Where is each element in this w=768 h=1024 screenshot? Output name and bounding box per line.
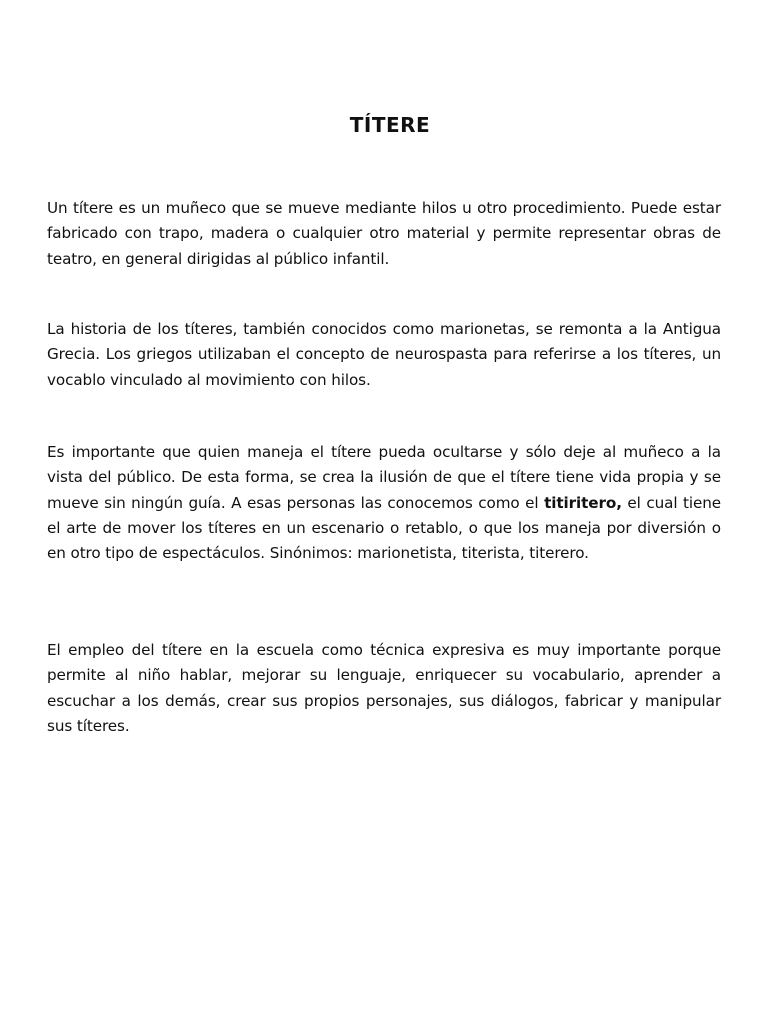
document-title: TÍTERE bbox=[349, 113, 431, 137]
paragraph-puppeteer bbox=[47, 440, 721, 566]
puppeteer-term: titiritero, bbox=[544, 493, 622, 512]
paragraph-puppeteer-text-after: el cual tiene el arte de mover los títeres en un escenario o retablo, o que los maneja por diversión o en otro tipo de espectáculos. Sinónimos: marionetista, titerista, titerero. bbox=[47, 493, 721, 563]
paragraph-school-use: El empleo del títere en la escuela como técnica expresiva es muy importante porque permite al niño hablar, mejorar su lenguaje, enriquecer su vocabulario, aprender a escuchar a los demás, crear sus propios personajes, sus diálogos, fabricar y manipular sus títeres. bbox=[47, 641, 721, 735]
paragraph-puppeteer-text-before: Es importante que quien maneja el títere pueda ocultarse y sólo deje al muñeco a la vista del público. De esta forma, se crea la ilusión de que el títere tiene vida propia y se mueve sin ningún guía. A esas personas las conocemos como el bbox=[47, 443, 721, 512]
paragraph-history: La historia de los títeres, también conocidos como marionetas, se remonta a la Antigua Grecia. Los griegos utilizaban el concepto de neurospasta para referirse a los títeres, un vocablo vinculado al movimiento con hilos. bbox=[47, 320, 721, 389]
paragraph-definition: Un títere es un muñeco que se mueve mediante hilos u otro procedimiento. Puede estar fabricado con trapo, madera o cualquier otro material y permite representar obras de teatro, en general dirigidas al público infantil. bbox=[47, 199, 721, 268]
